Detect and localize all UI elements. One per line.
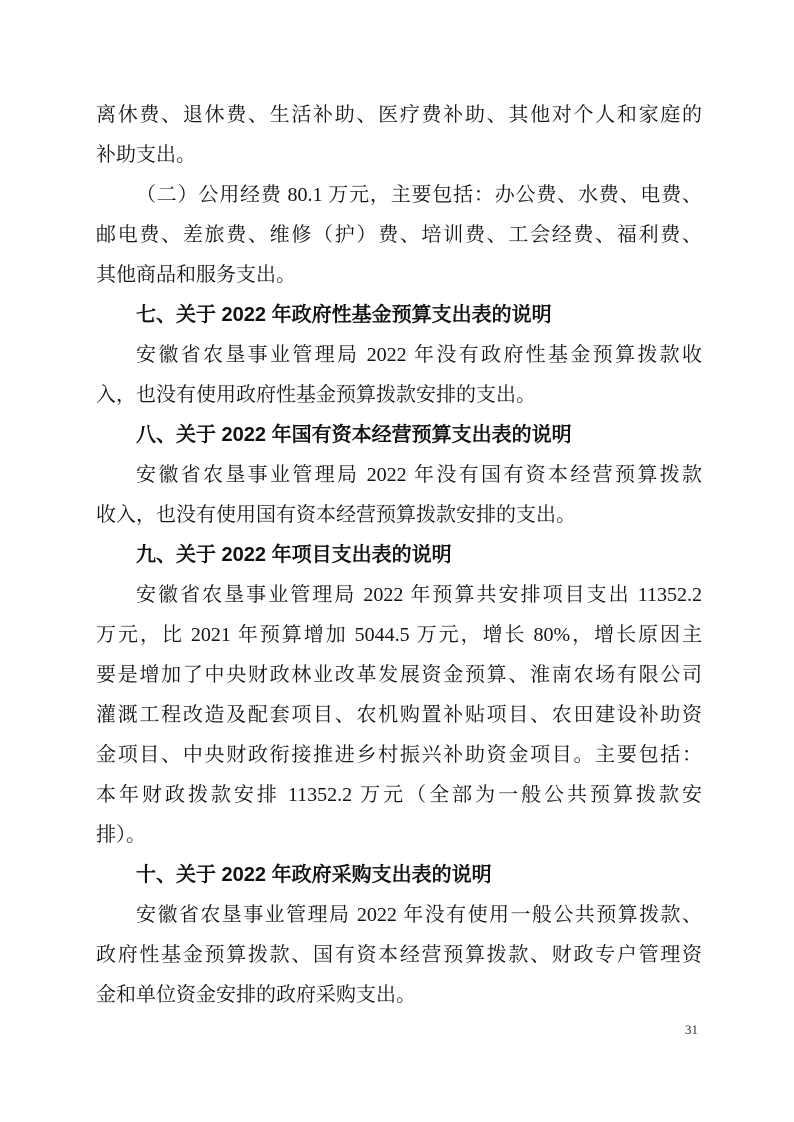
- text-line: 入，也没有使用政府性基金预算拨款安排的支出。: [96, 384, 536, 406]
- text-line: 安徽省农垦事业管理局 2022 年预算共安排项目支出 11352.2: [136, 584, 702, 606]
- text-line: 政府性基金预算拨款、国有资本经营预算拨款、财政专户管理资: [96, 944, 702, 966]
- section-heading: 七、关于 2022 年政府性基金预算支出表的说明: [136, 304, 552, 326]
- section-heading: 十、关于 2022 年政府采购支出表的说明: [136, 864, 492, 886]
- text-line: 其他商品和服务支出。: [96, 264, 296, 286]
- section-heading: 八、关于 2022 年国有资本经营预算支出表的说明: [136, 424, 572, 446]
- text-line: 补助支出。: [96, 144, 196, 166]
- text-line: 安徽省农垦事业管理局 2022 年没有国有资本经营预算拨款: [136, 464, 702, 486]
- text-line: （二）公用经费 80.1 万元，主要包括：办公费、水费、电费、: [136, 184, 702, 206]
- text-line: 灌溉工程改造及配套项目、农机购置补贴项目、农田建设补助资: [96, 704, 702, 726]
- page-number: 31: [685, 1022, 698, 1037]
- text-line: 本年财政拨款安排 11352.2 万元（全部为一般公共预算拨款安: [96, 784, 702, 806]
- text-line: 金项目、中央财政衔接推进乡村振兴补助资金项目。主要包括：: [96, 744, 702, 766]
- text-line: 离休费、退休费、生活补助、医疗费补助、其他对个人和家庭的: [96, 104, 702, 126]
- text-line: 安徽省农垦事业管理局 2022 年没有政府性基金预算拨款收: [136, 344, 702, 366]
- text-line: 要是增加了中央财政林业改革发展资金预算、淮南农场有限公司: [96, 664, 702, 686]
- text-line: 万元，比 2021 年预算增加 5044.5 万元，增长 80%，增长原因主: [96, 624, 702, 646]
- section-heading: 九、关于 2022 年项目支出表的说明: [136, 544, 452, 566]
- text-line: 安徽省农垦事业管理局 2022 年没有使用一般公共预算拨款、: [136, 904, 702, 926]
- text-line: 金和单位资金安排的政府采购支出。: [96, 984, 416, 1006]
- text-line: 收入，也没有使用国有资本经营预算拨款安排的支出。: [96, 504, 576, 526]
- page-content: [96, 95, 702, 1015]
- text-line: 排）。: [96, 824, 146, 846]
- text-line: 邮电费、差旅费、维修（护）费、培训费、工会经费、福利费、: [96, 224, 702, 246]
